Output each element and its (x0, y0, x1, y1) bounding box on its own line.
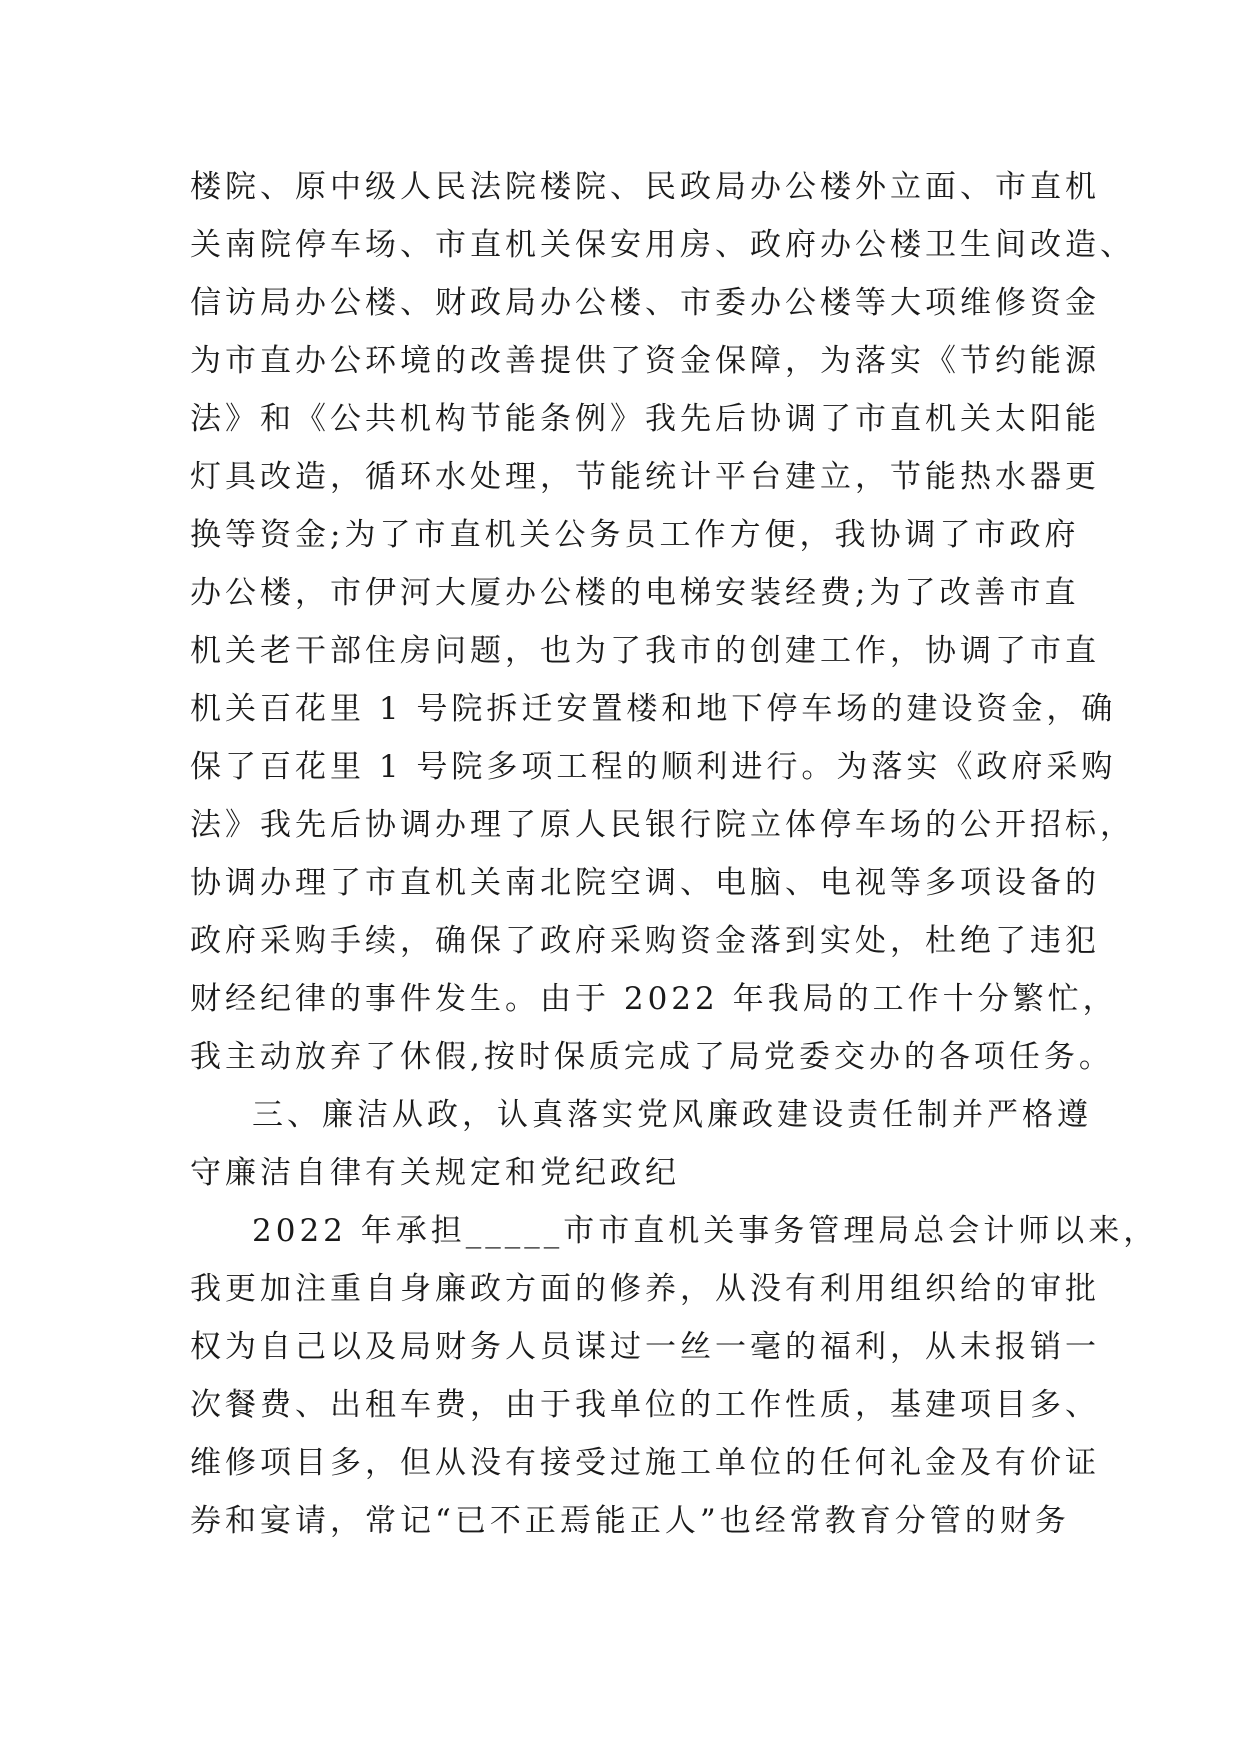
body-text-line: 楼院、原中级人民法院楼院、民政局办公楼外立面、市直机 (190, 169, 1100, 205)
section-heading-line: 守廉洁自律有关规定和党纪政纪 (190, 1155, 680, 1191)
body-text-line: 我更加注重自身廉政方面的修养，从没有利用组织给的审批 (190, 1271, 1100, 1307)
body-text-line: 法》我先后协调办理了原人民银行院立体停车场的公开招标， (190, 807, 1135, 843)
body-text-line: 机关百花里 1 号院拆迁安置楼和地下停车场的建设资金，确 (190, 691, 1117, 727)
body-text-line: 我主动放弃了休假,按时保质完成了局党委交办的各项任务。 (190, 1039, 1114, 1075)
body-text-line: 协调办理了市直机关南北院空调、电脑、电视等多项设备的 (190, 865, 1100, 901)
body-text-line: 2022 年承担_____市市直机关事务管理局总会计师以来， (252, 1213, 1159, 1249)
body-text-line: 政府采购手续，确保了政府采购资金落到实处，杜绝了违犯 (190, 923, 1100, 959)
body-text-line: 法》和《公共机构节能条例》我先后协调了市直机关太阳能 (190, 401, 1100, 437)
body-text-line: 办公楼，市伊河大厦办公楼的电梯安装经费;为了改善市直 (190, 575, 1080, 611)
body-text-line: 关南院停车场、市直机关保安用房、政府办公楼卫生间改造、 (190, 227, 1135, 263)
body-text-line: 信访局办公楼、财政局办公楼、市委办公楼等大项维修资金 (190, 285, 1100, 321)
body-text-line: 维修项目多，但从没有接受过施工单位的任何礼金及有价证 (190, 1445, 1100, 1481)
section-heading-line: 三、廉洁从政，认真落实党风廉政建设责任制并严格遵 (252, 1097, 1092, 1133)
body-text-line: 灯具改造，循环水处理，节能统计平台建立，节能热水器更 (190, 459, 1100, 495)
body-text-line: 权为自己以及局财务人员谋过一丝一毫的福利，从未报销一 (190, 1329, 1100, 1365)
body-text-line: 次餐费、出租车费，由于我单位的工作性质，基建项目多、 (190, 1387, 1100, 1423)
body-text-line: 换等资金;为了市直机关公务员工作方便，我协调了市政府 (190, 517, 1080, 553)
body-text-line: 为市直办公环境的改善提供了资金保障，为落实《节约能源 (190, 343, 1100, 379)
body-text-line: 机关老干部住房问题，也为了我市的创建工作，协调了市直 (190, 633, 1100, 669)
body-text-line: 财经纪律的事件发生。由于 2022 年我局的工作十分繁忙， (190, 981, 1118, 1017)
body-text-line: 券和宴请，常记“已不正焉能正人”也经常教育分管的财务 (190, 1503, 1070, 1539)
body-text-line: 保了百花里 1 号院多项工程的顺利进行。为落实《政府采购 (190, 749, 1117, 785)
